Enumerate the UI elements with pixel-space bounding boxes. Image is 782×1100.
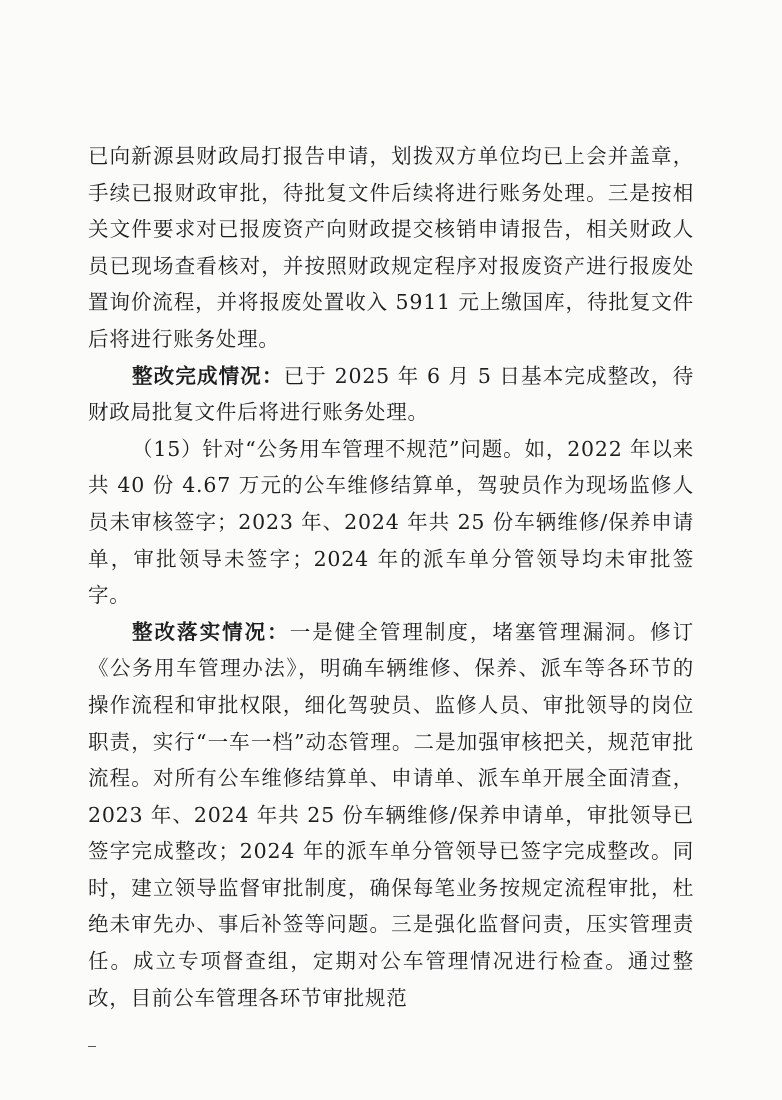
paragraph-rectification-completion <box>88 358 694 431</box>
paragraph-continuation <box>88 138 694 358</box>
paragraph-text: 已于 2025 年 6 月 5 日基本完成整改，待财政局批复文件后将进行账务处理。 <box>88 363 694 425</box>
paragraph-text: 一是健全管理制度，堵塞管理漏洞。修订《公务用车管理办法》，明确车辆维修、保养、派车等各环节的操作流程和审批权限，细化驾驶员、监修人员、审批领导的岗位职责，实行“一车一档”动态管理。二是加强审核把关，规范审批流程。对所有公车维修结算单、申请单、派车单开展全面清查，2023 年、2024 年共 25 份车辆维修/保养申请单，审批领导已签字完成整改；2024 年的派车单分管领导已签字完成整改。同时，建立领导监督审批制度，确保每笔业务按规定流程审批，杜绝未审先办、事后补签等问题。三是强化监督问责，压实管理责任。成立专项督查组，定期对公车管理情况进行检查。通过整改，目前公车管理各环节审批规范 <box>88 619 694 1010</box>
paragraph-lead-heading: 整改完成情况： <box>132 363 284 388</box>
document-body <box>88 138 694 1016</box>
paragraph-lead-heading: 整改落实情况： <box>132 619 290 644</box>
footer-dash-mark <box>88 1046 96 1047</box>
paragraph-text: （15）针对“公务用车管理不规范”问题。如，2022 年以来共 40 份 4.67 万元的公车维修结算单，驾驶员作为现场监修人员未审核签字；2023 年、2024 年共 25 份车辆维修/保养申请单，审批领导未签字；2024 年的派车单分管领导均未审批签字。 <box>88 436 694 608</box>
paragraph-issue-15 <box>88 431 694 614</box>
paragraph-text: 已向新源县财政局打报告申请，划拨双方单位均已上会并盖章，手续已报财政审批，待批复文件后续将进行账务处理。三是按相关文件要求对已报废资产向财政提交核销申请报告，相关财政人员已现场查看核对，并按照财政规定程序对报废资产进行报废处置询价流程，并将报废处置收入 5911 元上缴国库，待批复文件后将进行账务处理。 <box>88 144 694 351</box>
paragraph-rectification-implementation <box>88 614 694 1017</box>
